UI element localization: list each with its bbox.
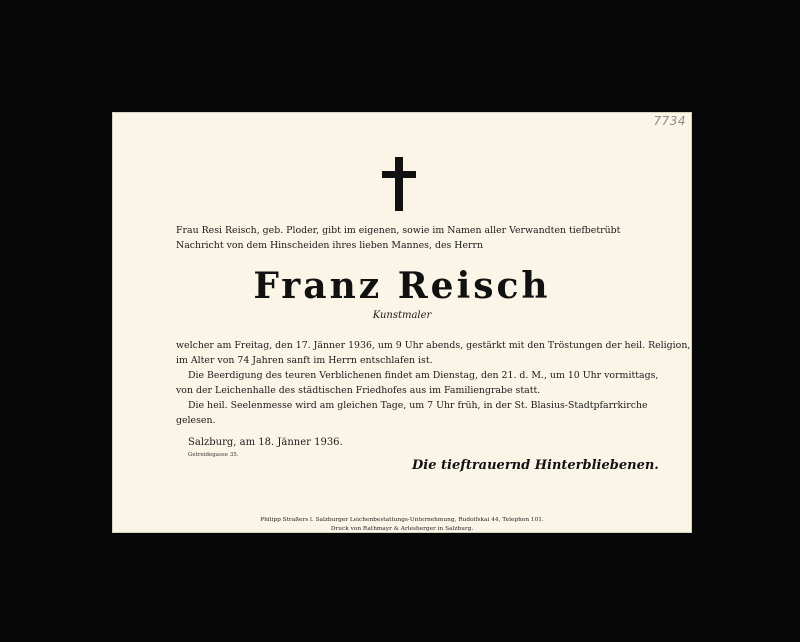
cross-icon	[382, 157, 416, 211]
archive-number: 7734	[653, 114, 686, 128]
street-address: Getreidegasse 35.	[188, 452, 239, 458]
body-line-3: Die Beerdigung des teuren Verblichenen findet am Dienstag, den 21. d. M., um 10 Uhr vormittags,	[188, 370, 659, 381]
profession: Kunstmaler	[372, 310, 432, 321]
body-line-1: welcher am Freitag, den 17. Jänner 1936, um 9 Uhr abends, gestärkt mit den Tröstungen der heil. Religion,	[176, 340, 691, 351]
body-line-6: gelesen.	[176, 415, 216, 426]
body-line-4: von der Leichenhalle des städtischen Friedhofes aus im Familiengrabe statt.	[176, 385, 541, 396]
printer-line-2: Druck von Rathmayr & Arlesberger in Salzburg.	[330, 526, 474, 532]
intro-line-2: Nachricht von dem Hinscheiden ihres lieben Mannes, des Herrn	[176, 240, 484, 251]
printer-line-1: Philipp Straßers l. Salzburger Leichenbestattungs-Unternehmung, Rudolfskai 44, Telephon 101.	[260, 517, 544, 523]
notice-body	[176, 338, 691, 428]
death-notice-card	[112, 112, 692, 533]
body-line-5: Die heil. Seelenmesse wird am gleichen Tage, um 7 Uhr früh, in der St. Blasius-Stadtpfarrkirche	[188, 400, 648, 411]
intro-line-1: Frau Resi Reisch, geb. Ploder, gibt im eigenen, sowie im Namen aller Verwandten tiefbetrübt	[176, 225, 621, 236]
place-date: Salzburg, am 18. Jänner 1936.	[188, 437, 343, 448]
intro-text	[176, 223, 652, 253]
body-line-2: im Alter von 74 Jahren sanft im Herrn entschlafen ist.	[176, 355, 433, 366]
deceased-name: Franz Reisch	[253, 265, 551, 307]
signature-line: Die tieftrauernd Hinterbliebenen.	[412, 458, 659, 473]
